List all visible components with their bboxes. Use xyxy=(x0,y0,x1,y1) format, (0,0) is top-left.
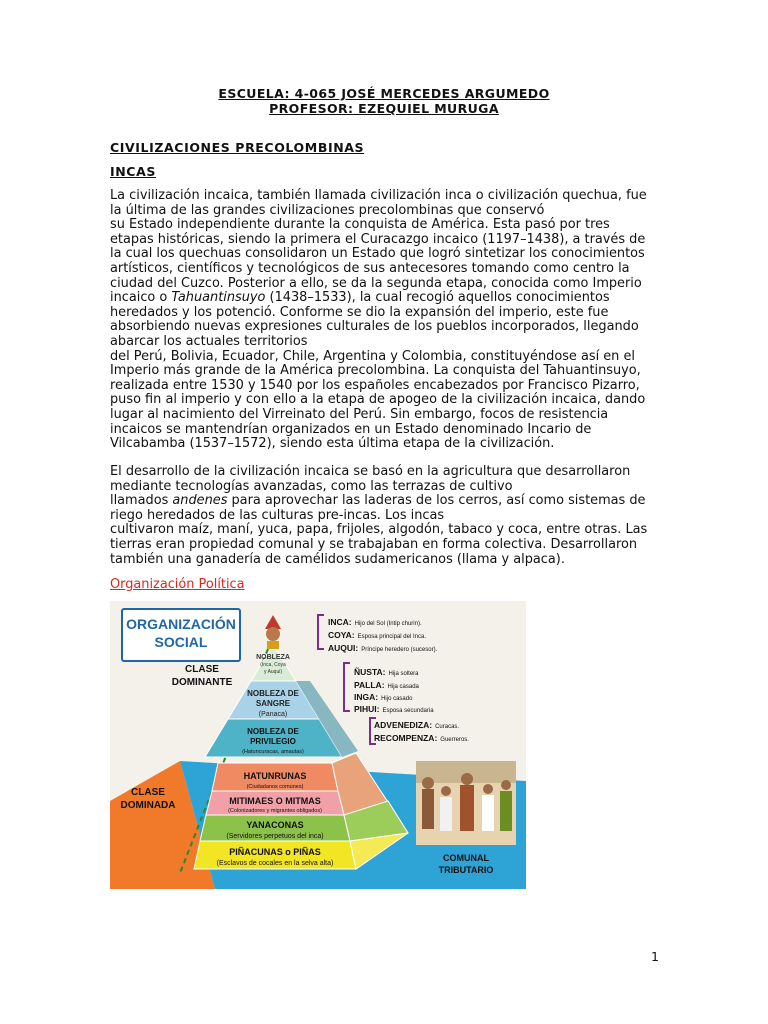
clase-dominante-label-2: DOMINANTE xyxy=(171,677,233,688)
text-line: también una ganadería de camélidos sudamericanos (llama y alpaca). xyxy=(110,551,565,567)
text-line: del Perú, Bolivia, Ecuador, Chile, Argentina y Colombia, constituyéndose así en el xyxy=(110,348,635,364)
hatunrunas-detail: (Ciudadanos comunes) xyxy=(246,784,304,790)
tributario-label: TRIBUTARIO xyxy=(438,865,494,875)
description: Hijo casado xyxy=(381,696,413,702)
organizacion-politica-link[interactable]: Organización Política xyxy=(110,577,245,592)
term: RECOMPENZA: xyxy=(374,733,438,743)
term: ADVENEDIZA: xyxy=(374,720,433,730)
text-segment: llamados xyxy=(110,493,173,509)
text-line: incaicos se mantendrían organizados en un Estado denominado Incario de xyxy=(110,421,592,437)
text-line: la última de las grandes civilizaciones precolombinas que conservó xyxy=(110,202,545,218)
mitimaes-label: MITIMAES O MITMAS xyxy=(229,796,321,806)
paragraph-2 xyxy=(110,465,658,567)
clase-dominada-label-2: DOMINADA xyxy=(120,800,176,811)
text-line: lugar al nacimiento del Virreinato del Perú. Sin embargo, focos de resistencia xyxy=(110,406,609,422)
pinacunas-detail: (Esclavos de cocales en la selva alta) xyxy=(216,860,334,867)
text-line: abarcar los actuales territorios xyxy=(110,333,308,349)
text-line: absorbiendo nuevas expresiones culturales de los pueblos incorporados, llegando xyxy=(110,319,639,335)
italic-term: Tahuantinsuyo xyxy=(171,290,266,306)
yanaconas-detail: (Servidores perpetuos del inca) xyxy=(226,833,324,840)
italic-term: andenes xyxy=(172,493,228,509)
nobleza-sangre-label-2: SANGRE xyxy=(255,699,291,708)
text-line: artísticos, científicos y tecnológicos de sus antecesores tomando como centro la xyxy=(110,260,630,276)
description: Guerreros. xyxy=(440,737,469,743)
text-line: El desarrollo de la civilización incaica se basó en la agricultura que desarrollaron xyxy=(110,464,631,479)
text-line: cultivaron maíz, maní, yuca, papa, frijoles, algodón, tabaco y coca, entre otras. Las xyxy=(110,522,648,538)
yanaconas-label: YANACONAS xyxy=(246,820,304,830)
term: INGA: xyxy=(354,692,379,702)
term: ÑUSTA: xyxy=(354,667,386,677)
text-line: tierras eran propiedad comunal y se trabajaban en forma colectiva. Desarrollaron xyxy=(110,536,638,552)
description: Hija soltera xyxy=(388,671,419,677)
social-organization-diagram xyxy=(110,601,526,889)
mitimaes-detail: (Colonizadores y migrantes obligados) xyxy=(228,808,322,814)
text-segment: incaico o xyxy=(110,290,172,306)
term: AUQUI: xyxy=(328,643,359,653)
text-line: La civilización incaica, también llamada civilización inca o civilización quechua, fue xyxy=(110,188,647,203)
text-line: heredados y los potenció. Conforme se dio la expansión del imperio, este fue xyxy=(110,304,609,320)
clase-dominante-label-1: CLASE xyxy=(185,664,219,675)
term: INCA: xyxy=(328,617,352,627)
comunal-tributario-illustration xyxy=(416,761,516,845)
nobleza-label: NOBLEZA xyxy=(256,654,290,661)
text-line xyxy=(110,291,658,306)
term: PIHUI: xyxy=(354,704,380,714)
description: Curacas. xyxy=(435,724,460,730)
nobleza-sangre-detail: (Panaca) xyxy=(258,711,288,718)
hatunrunas-label: HATUNRUNAS xyxy=(243,771,307,781)
nobleza-privilegio-label-1: NOBLEZA DE xyxy=(247,727,299,736)
clase-dominada-label-1: CLASE xyxy=(131,787,165,798)
description: Príncipe heredero (sucesor). xyxy=(361,647,438,653)
description: Esposa secundaria xyxy=(382,708,434,714)
text-line: mediante tecnologías avanzadas, como las terrazas de cultivo xyxy=(110,478,513,494)
description: Esposa principal del Inca. xyxy=(357,634,426,640)
school-header: ESCUELA: 4-065 JOSÉ MERCEDES ARGUMEDO xyxy=(218,86,550,101)
paragraph-1 xyxy=(110,189,658,452)
text-segment: para aprovechar las laderas de los cerros, así como sistemas de xyxy=(227,493,646,509)
diagram-title-line-2: SOCIAL xyxy=(154,634,208,650)
nobleza-detail-1: (Inca, Coya xyxy=(260,662,286,668)
term: PALLA: xyxy=(354,680,385,690)
text-line: puso fin al imperio y con ello a la etapa de apogeo de la civilización incaica, dando xyxy=(110,392,646,408)
text-line: riego heredados de las culturas pre-incas. Los incas xyxy=(110,507,445,523)
teacher-header: PROFESOR: EZEQUIEL MURUGA xyxy=(269,101,499,116)
page-number: 1 xyxy=(651,949,659,964)
nobleza-privilegio-detail: (Hatuncuracas, amautas) xyxy=(242,749,304,755)
text-line: ciudad del Cuzco. Posterior a ello, se da la segunda etapa, conocida como Imperio xyxy=(110,275,642,291)
text-segment: (1438–1533), la cual recogió aquellos conocimientos xyxy=(265,290,610,306)
subtitle: INCAS xyxy=(110,164,156,179)
nobleza-sangre-label-1: NOBLEZA DE xyxy=(247,689,299,698)
text-line: su Estado independiente durante la conquista de América. Esta pasó por tres xyxy=(110,217,610,233)
nobleza-privilegio-label-2: PRIVILEGIO xyxy=(250,737,296,746)
diagram-title-line-1: ORGANIZACIÓN xyxy=(126,616,236,632)
text-line: realizada entre 1530 y 1540 por los españoles encabezados por Francisco Pizarro, xyxy=(110,377,640,393)
term: COYA: xyxy=(328,630,355,640)
description: Hija casada xyxy=(387,684,419,690)
description: Hijo del Sol (Intip churin). xyxy=(354,621,422,627)
text-line xyxy=(110,494,658,509)
comunal-label: COMUNAL xyxy=(443,853,489,863)
pinacunas-label: PIÑACUNAS o PIÑAS xyxy=(229,847,321,857)
nobleza-detail-2: y Auqui) xyxy=(263,669,283,675)
text-line: Vilcabamba (1537–1572), siendo esta última etapa de la civilización. xyxy=(110,436,555,452)
text-line: Imperio más grande de la América precolombina. La conquista del Tahuantinsuyo, xyxy=(110,363,641,379)
text-line: etapas históricas, siendo la primera el Curacazgo incaico (1197–1438), a través de xyxy=(110,231,646,247)
text-line: la cual los quechuas consolidaron un Estado que logró sintetizar los conocimientos xyxy=(110,246,645,262)
section-title: CIVILIZACIONES PRECOLOMBINAS xyxy=(110,140,365,155)
